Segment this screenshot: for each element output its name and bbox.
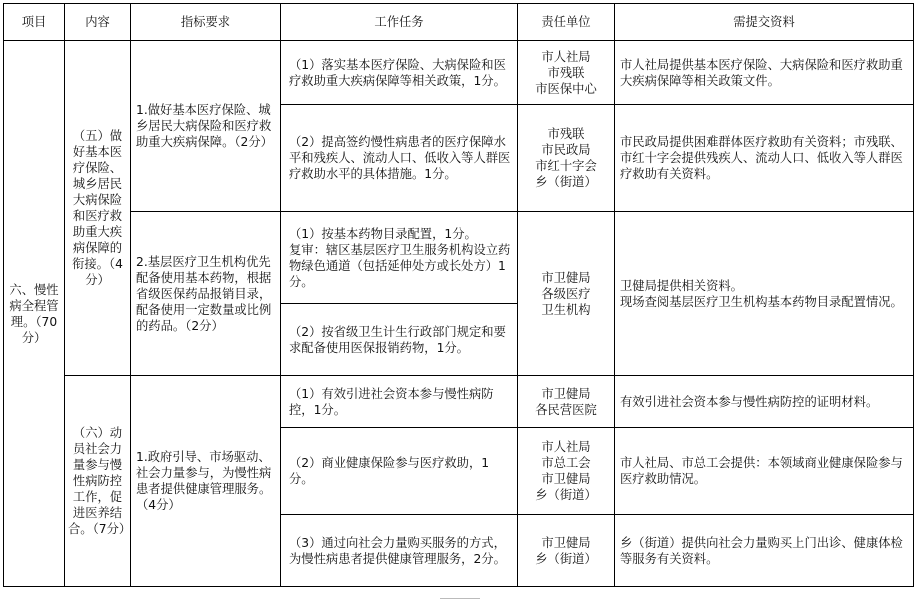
- materials-cell: 有效引进社会资本参与慢性病防控的证明材料。: [615, 376, 914, 428]
- header-unit: 责任单位: [518, 4, 615, 41]
- task-cell: （3）通过向社会力量购买服务的方式，为慢性病患者提供健康管理服务，2分。: [281, 515, 518, 587]
- requirement-cell: 1.政府引导、市场驱动、社会力量参与，为慢性病患者提供健康管理服务。（4分）: [131, 376, 281, 587]
- header-task: 工作任务: [281, 4, 518, 41]
- indicator-table: [3, 3, 914, 587]
- requirement-cell: 2.基层医疗卫生机构优先配备使用基本药物，根据省级医保药品报销目录，配备使用一定数量或比例的药品。（2分）: [131, 212, 281, 376]
- header-project: 项目: [4, 4, 65, 41]
- header-materials: 需提交资料: [615, 4, 914, 41]
- materials-cell: 卫健局提供相关资料。 现场查阅基层医疗卫生机构基本药物目录配置情况。: [615, 212, 914, 376]
- unit-cell: 市卫健局 各民营医院: [518, 376, 615, 428]
- task-cell: （1）按基本药物目录配置，1分。 复审：辖区基层医疗卫生服务机构设立药物绿色通道（包括延伸处方或长处方）1分。: [281, 212, 518, 304]
- unit-cell: 市人社局 市总工会 市卫健局 乡（街道）: [518, 428, 615, 515]
- requirement-cell: 1.做好基本医疗保险、城乡居民大病保险和医疗救助重大疾病保障。（2分）: [131, 41, 281, 212]
- task-cell: （2）提高签约慢性病患者的医疗保障水平和残疾人、流动人口、低收入等人群医疗救助水平的具体措施。1分。: [281, 105, 518, 212]
- task-cell: （2）按省级卫生计生行政部门规定和要求配备使用医保报销药物，1分。: [281, 304, 518, 376]
- materials-cell: 乡（街道）提供向社会力量购买上门出诊、健康体检等服务有关资料。: [615, 515, 914, 587]
- unit-cell: 市残联 市民政局 市红十字会 乡（街道）: [518, 105, 615, 212]
- materials-cell: 市人社局提供基本医疗保险、大病保险和医疗救助重大疾病保障等相关政策文件。: [615, 41, 914, 105]
- task-cell: （1）落实基本医疗保险、大病保险和医疗救助重大疾病保障等相关政策，1分。: [281, 41, 518, 105]
- content-cell: （五）做好基本医疗保险、城乡居民大病保险和医疗救助重大疾病保障的衔接。（4分）: [65, 41, 131, 376]
- project-cell: 六、慢性病全程管理。（70分）: [4, 41, 65, 587]
- header-content: 内容: [65, 4, 131, 41]
- unit-cell: 市卫健局 乡（街道）: [518, 515, 615, 587]
- unit-cell: 市人社局 市残联 市医保中心: [518, 41, 615, 105]
- table-row: [4, 376, 914, 428]
- table-row: [4, 212, 914, 304]
- task-cell: （2）商业健康保险参与医疗救助，1分。: [281, 428, 518, 515]
- header-requirement: 指标要求: [131, 4, 281, 41]
- content-cell: （六）动员社会力量参与慢性病防控工作，促进医养结合。（7分）: [65, 376, 131, 587]
- task-cell: （1）有效引进社会资本参与慢性病防控，1分。: [281, 376, 518, 428]
- materials-cell: 市民政局提供困难群体医疗救助有关资料；市残联、市红十字会提供残疾人、流动人口、低收入等人群医疗救助有关资料。: [615, 105, 914, 212]
- document-page: [3, 3, 914, 587]
- header-row: [4, 4, 914, 41]
- unit-cell: 市卫健局 各级医疗 卫生机构: [518, 212, 615, 376]
- table-row: [4, 41, 914, 105]
- materials-cell: 市人社局、市总工会提供：本领域商业健康保险参与医疗救助情况。: [615, 428, 914, 515]
- page-scroll-mark: [440, 598, 480, 599]
